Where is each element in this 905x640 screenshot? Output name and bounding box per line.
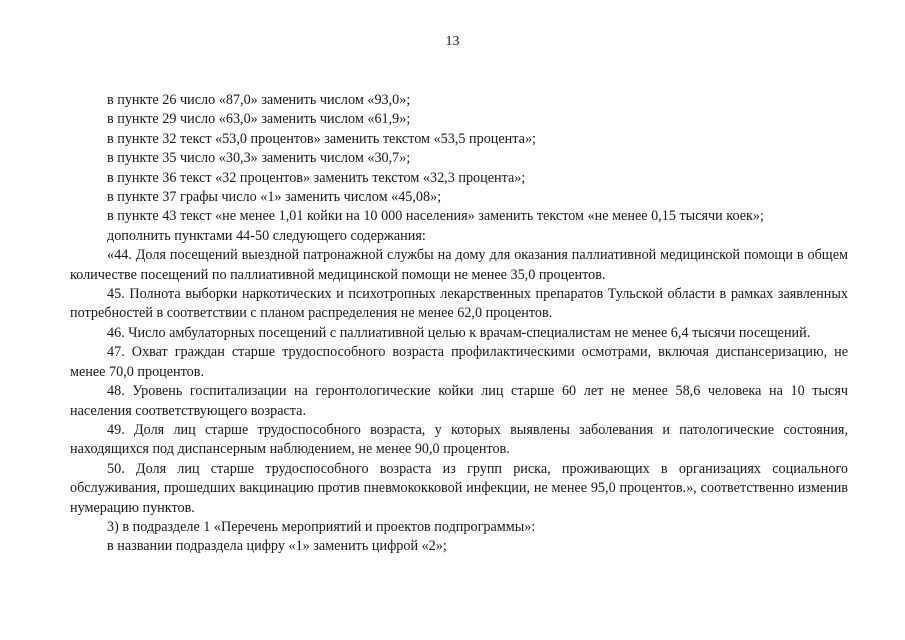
paragraph: в пункте 26 число «87,0» заменить числом «93,0»; (107, 92, 411, 108)
paragraph: в пункте 37 графы число «1» заменить числом «45,08»; (107, 189, 442, 206)
paragraph: в пункте 32 текст «53,0 процентов» заменить текстом «53,5 процента»; (107, 130, 536, 147)
document-body (70, 91, 848, 557)
paragraph: в названии подраздела цифру «1» заменить цифрой «2»; (107, 538, 447, 555)
paragraph: 46. Число амбулаторных посещений с паллиативной целью к врачам-специалистам не менее 6,4 тысячи посещений. (107, 324, 811, 341)
paragraph: 50. Доля лиц старше трудоспособного возраста из групп риска, проживающих в организациях социального обслуживания, прошедших вакцинацию против пневмококковой инфекции, не менее 95,0 процентов.», соответственно изменив нумерацию пунктов. (70, 460, 848, 516)
paragraph: 3) в подразделе 1 «Перечень мероприятий и проектов подпрограммы»: (107, 518, 536, 535)
paragraph: в пункте 43 текст «не менее 1,01 койки на 10 000 населения» заменить текстом «не менее 0,15 тысячи коек»; (107, 208, 764, 225)
paragraph: в пункте 29 число «63,0» заменить числом «61,9»; (107, 111, 411, 128)
paragraph: в пункте 36 текст «32 процентов» заменить текстом «32,3 процента»; (107, 169, 526, 186)
paragraph: 49. Доля лиц старше трудоспособного возраста, у которых выявлены заболевания и патологические состояния, находящихся под диспансерным наблюдением, не менее 90,0 процентов. (70, 421, 848, 458)
paragraph: 48. Уровень госпитализации на геронтологические койки лиц старше 60 лет не менее 58,6 человека на 10 тысяч населения соответствующего возраста. (70, 383, 848, 419)
page-number: 13 (445, 34, 460, 49)
paragraph: 47. Охват граждан старше трудоспособного возраста профилактическими осмотрами, включая диспансеризацию, не менее 70,0 процентов. (70, 344, 848, 380)
paragraph: дополнить пунктами 44-50 следующего содержания: (107, 227, 426, 244)
paragraph: в пункте 35 число «30,3» заменить числом «30,7»; (107, 150, 411, 167)
paragraph: 45. Полнота выборки наркотических и психотропных лекарственных препаратов Тульской области в рамках заявленных потребностей в соответствии с планом распределения не менее 62,0 процентов. (70, 286, 848, 322)
paragraph: «44. Доля посещений выездной патронажной службы на дому для оказания паллиативной медицинской помощи в общем количестве посещений по паллиативной медицинской помощи не менее 35,0 процентов. (70, 247, 848, 283)
